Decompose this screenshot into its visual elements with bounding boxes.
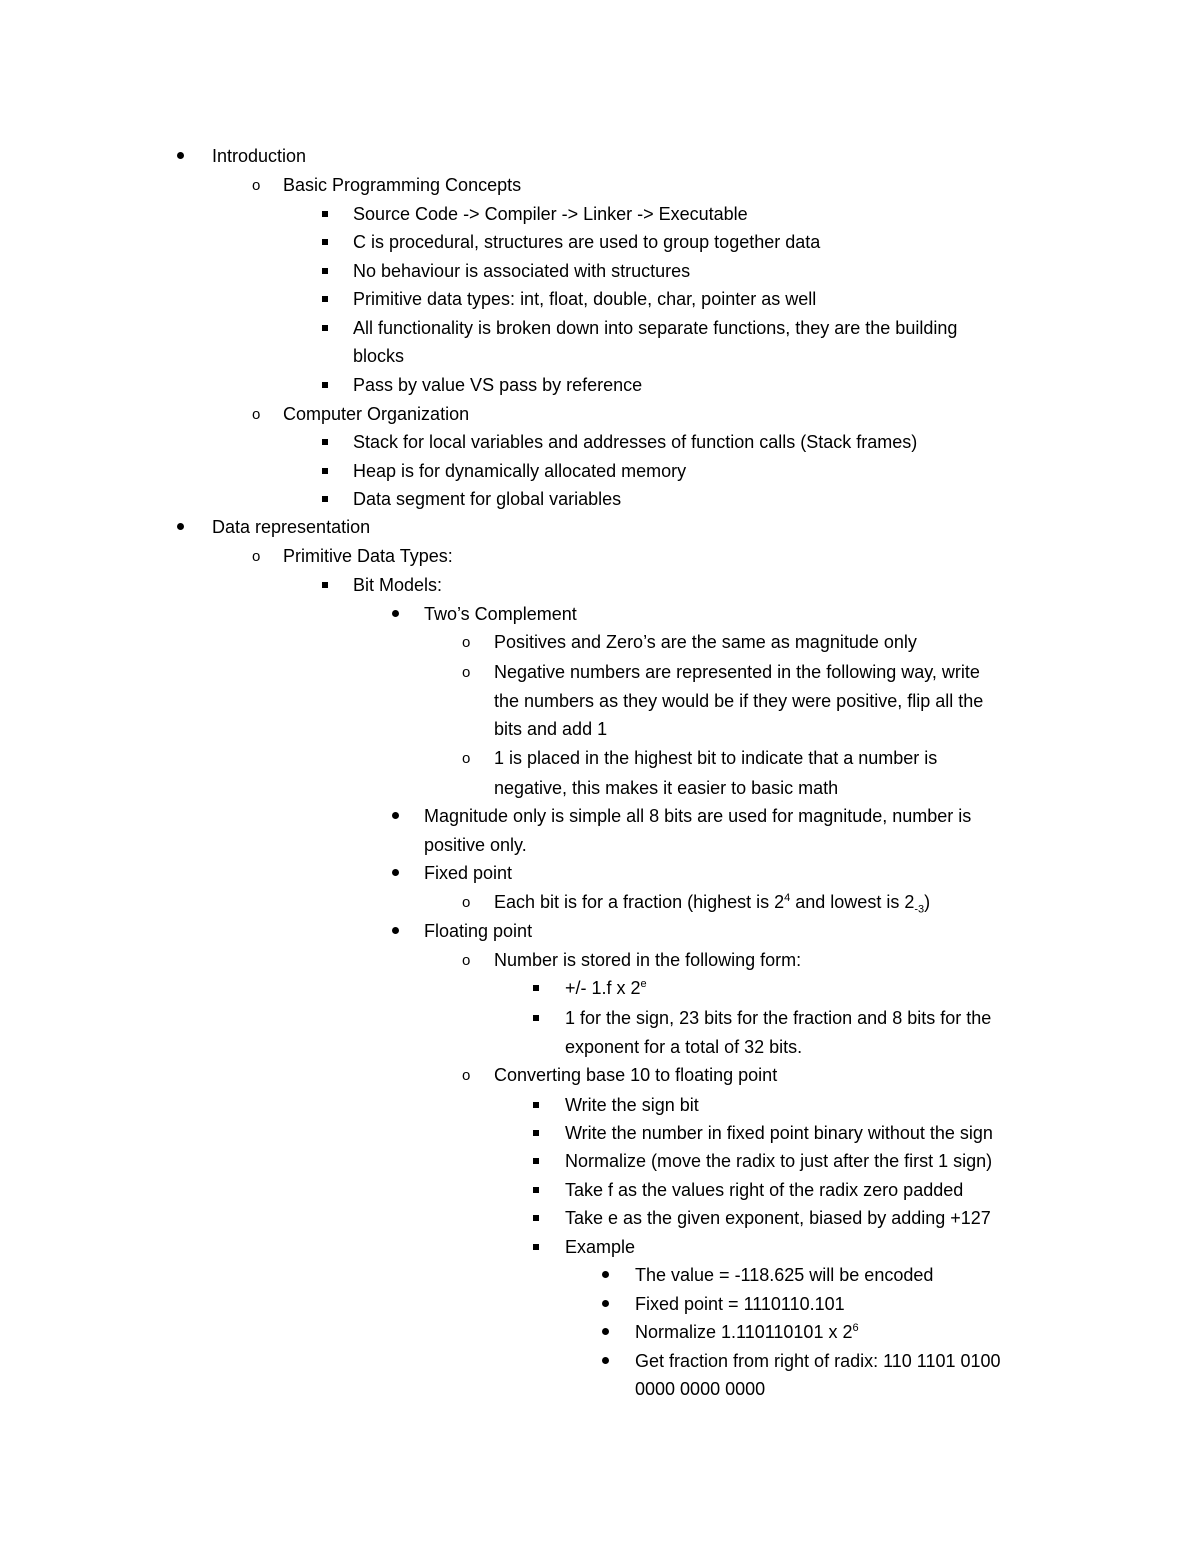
list-item-text (353, 232, 820, 252)
square-marker (533, 1158, 539, 1164)
item-text: Number is stored in the following form: (494, 950, 802, 970)
list-item-text (494, 691, 983, 711)
list-item-text (494, 1065, 777, 1085)
item-text: 0000 0000 0000 (635, 1379, 766, 1399)
item-text: blocks (353, 346, 405, 366)
circle-marker: o (462, 894, 471, 911)
list-item-text (635, 1351, 1001, 1371)
item-text: +/- 1.f x 2 (565, 978, 641, 998)
list-item-text (635, 1265, 933, 1285)
item-text: Bit Models: (353, 575, 443, 595)
square-marker (322, 496, 328, 502)
bullet-marker (602, 1328, 609, 1335)
item-text: Source Code -> Compiler -> Linker -> Executable (353, 204, 748, 224)
list-item-text (565, 1180, 963, 1200)
list-item-text (424, 921, 532, 941)
item-text: Introduction (212, 146, 307, 166)
item-text: Two’s Complement (424, 604, 577, 624)
list-item-text (565, 1208, 991, 1228)
circle-marker: o (462, 952, 471, 969)
square-marker (533, 1244, 539, 1250)
square-marker (322, 296, 328, 302)
item-text: Heap is for dynamically allocated memory (353, 461, 687, 481)
item-text: 1 is placed in the highest bit to indicate that a number is (494, 748, 938, 768)
list-item-text (283, 175, 521, 195)
list-item-text (353, 289, 816, 309)
square-marker (322, 468, 328, 474)
item-text: Primitive Data Types: (283, 546, 453, 566)
item-text: Fixed point (424, 863, 513, 883)
circle-marker: o (462, 750, 471, 767)
list-item-text (353, 575, 442, 595)
square-marker (322, 325, 328, 331)
square-marker (322, 239, 328, 245)
list-item-text (494, 892, 931, 916)
list-item-text (494, 950, 801, 970)
square-marker (322, 439, 328, 445)
square-marker (533, 985, 539, 991)
list-item-text (212, 146, 306, 166)
bullet-marker (177, 152, 184, 159)
item-text: Get fraction from right of radix: 110 1101 0100 (635, 1351, 1001, 1371)
list-item-text (283, 546, 453, 566)
item-text: negative, this makes it easier to basic math (494, 778, 839, 798)
bullet-marker (602, 1300, 609, 1307)
square-marker (533, 1102, 539, 1108)
item-text: 1 for the sign, 23 bits for the fraction and 8 bits for the (565, 1008, 992, 1028)
square-marker (322, 268, 328, 274)
item-text: Normalize (move the radix to just after the first 1 sign) (565, 1151, 993, 1171)
list-item-text (353, 204, 748, 224)
item-text: Take e as the given exponent, biased by adding +127 (565, 1208, 991, 1228)
item-text: Fixed point = 1110110.101 (635, 1294, 845, 1314)
list-item-text (565, 1123, 993, 1143)
item-text: Pass by value VS pass by reference (353, 375, 643, 395)
item-text: positive only. (424, 835, 527, 855)
circle-marker: o (252, 177, 261, 194)
item-text: C is procedural, structures are used to group together data (353, 232, 821, 252)
list-item-text (494, 778, 838, 798)
circle-marker: o (252, 406, 261, 423)
item-text: All functionality is broken down into separate functions, they are the building (353, 318, 958, 338)
circle-marker: o (252, 548, 261, 565)
item-text: Positives and Zero’s are the same as magnitude only (494, 632, 917, 652)
list-item-text (494, 632, 917, 652)
item-text: Write the number in fixed point binary without the sign (565, 1123, 993, 1143)
item-text: Write the sign bit (565, 1095, 699, 1115)
item-text: The value = -118.625 will be encoded (635, 1265, 934, 1285)
square-marker (533, 1187, 539, 1193)
list-item-text (635, 1294, 845, 1314)
list-item-text (565, 978, 647, 998)
list-item-text (635, 1379, 765, 1399)
list-item-text (424, 806, 971, 826)
list-item-text (635, 1322, 859, 1342)
list-item-text (353, 489, 621, 509)
circle-marker: o (462, 664, 471, 681)
superscript: e (640, 978, 647, 990)
list-item-text (494, 662, 980, 682)
superscript: 4 (784, 892, 791, 904)
item-text: Stack for local variables and addresses of function calls (Stack frames) (353, 432, 918, 452)
list-item-text (494, 719, 607, 739)
bullet-marker (602, 1357, 609, 1364)
item-text: Primitive data types: int, float, double, char, pointer as well (353, 289, 817, 309)
circle-marker: o (462, 634, 471, 651)
list-item-text (565, 1151, 992, 1171)
item-text: Floating point (424, 921, 533, 941)
square-marker (322, 211, 328, 217)
item-text: Magnitude only is simple all 8 bits are used for magnitude, number is (424, 806, 972, 826)
list-item-text (565, 1095, 699, 1115)
square-marker (322, 582, 328, 588)
list-item-text (353, 461, 686, 481)
bullet-marker (602, 1271, 609, 1278)
item-text: exponent for a total of 32 bits. (565, 1037, 803, 1057)
bullet-marker (177, 523, 184, 530)
bullet-marker (392, 927, 399, 934)
item-text: Computer Organization (283, 404, 470, 424)
list-item-text (424, 863, 512, 883)
item-text-mid: and lowest is 2 (790, 892, 915, 912)
item-text: Data representation (212, 517, 371, 537)
item-text: Normalize 1.110110101 x 2 (635, 1322, 853, 1342)
circle-marker: o (462, 1067, 471, 1084)
square-marker (322, 382, 328, 388)
list-item-text (283, 404, 469, 424)
item-text: Each bit is for a fraction (highest is 2 (494, 892, 785, 912)
item-text: the numbers as they would be if they were positive, flip all the (494, 691, 984, 711)
list-item-text (424, 604, 577, 624)
item-text-tail: ) (924, 892, 931, 912)
bullet-marker (392, 869, 399, 876)
item-text: Basic Programming Concepts (283, 175, 522, 195)
list-item-text (353, 432, 917, 452)
item-text: No behaviour is associated with structures (353, 261, 691, 281)
item-text: bits and add 1 (494, 719, 608, 739)
item-text: Negative numbers are represented in the following way, write (494, 662, 980, 682)
list-item-text (353, 375, 642, 395)
item-text: Data segment for global variables (353, 489, 622, 509)
square-marker (533, 1015, 539, 1021)
list-item-text (353, 318, 957, 338)
list-item-text (353, 261, 690, 281)
subscript: -3 (914, 903, 925, 916)
list-item-text (212, 517, 370, 537)
bullet-marker (392, 610, 399, 617)
superscript: 6 (852, 1322, 859, 1334)
item-text: Converting base 10 to floating point (494, 1065, 778, 1085)
item-text: Take f as the values right of the radix zero padded (565, 1180, 964, 1200)
list-item-text (353, 346, 404, 366)
list-item-text (565, 1008, 991, 1028)
item-text: Example (565, 1237, 636, 1257)
square-marker (533, 1215, 539, 1221)
bullet-marker (392, 812, 399, 819)
list-item-text (494, 748, 937, 768)
list-item-text (424, 835, 527, 855)
square-marker (533, 1130, 539, 1136)
list-item-text (565, 1237, 635, 1257)
list-item-text (565, 1037, 802, 1057)
